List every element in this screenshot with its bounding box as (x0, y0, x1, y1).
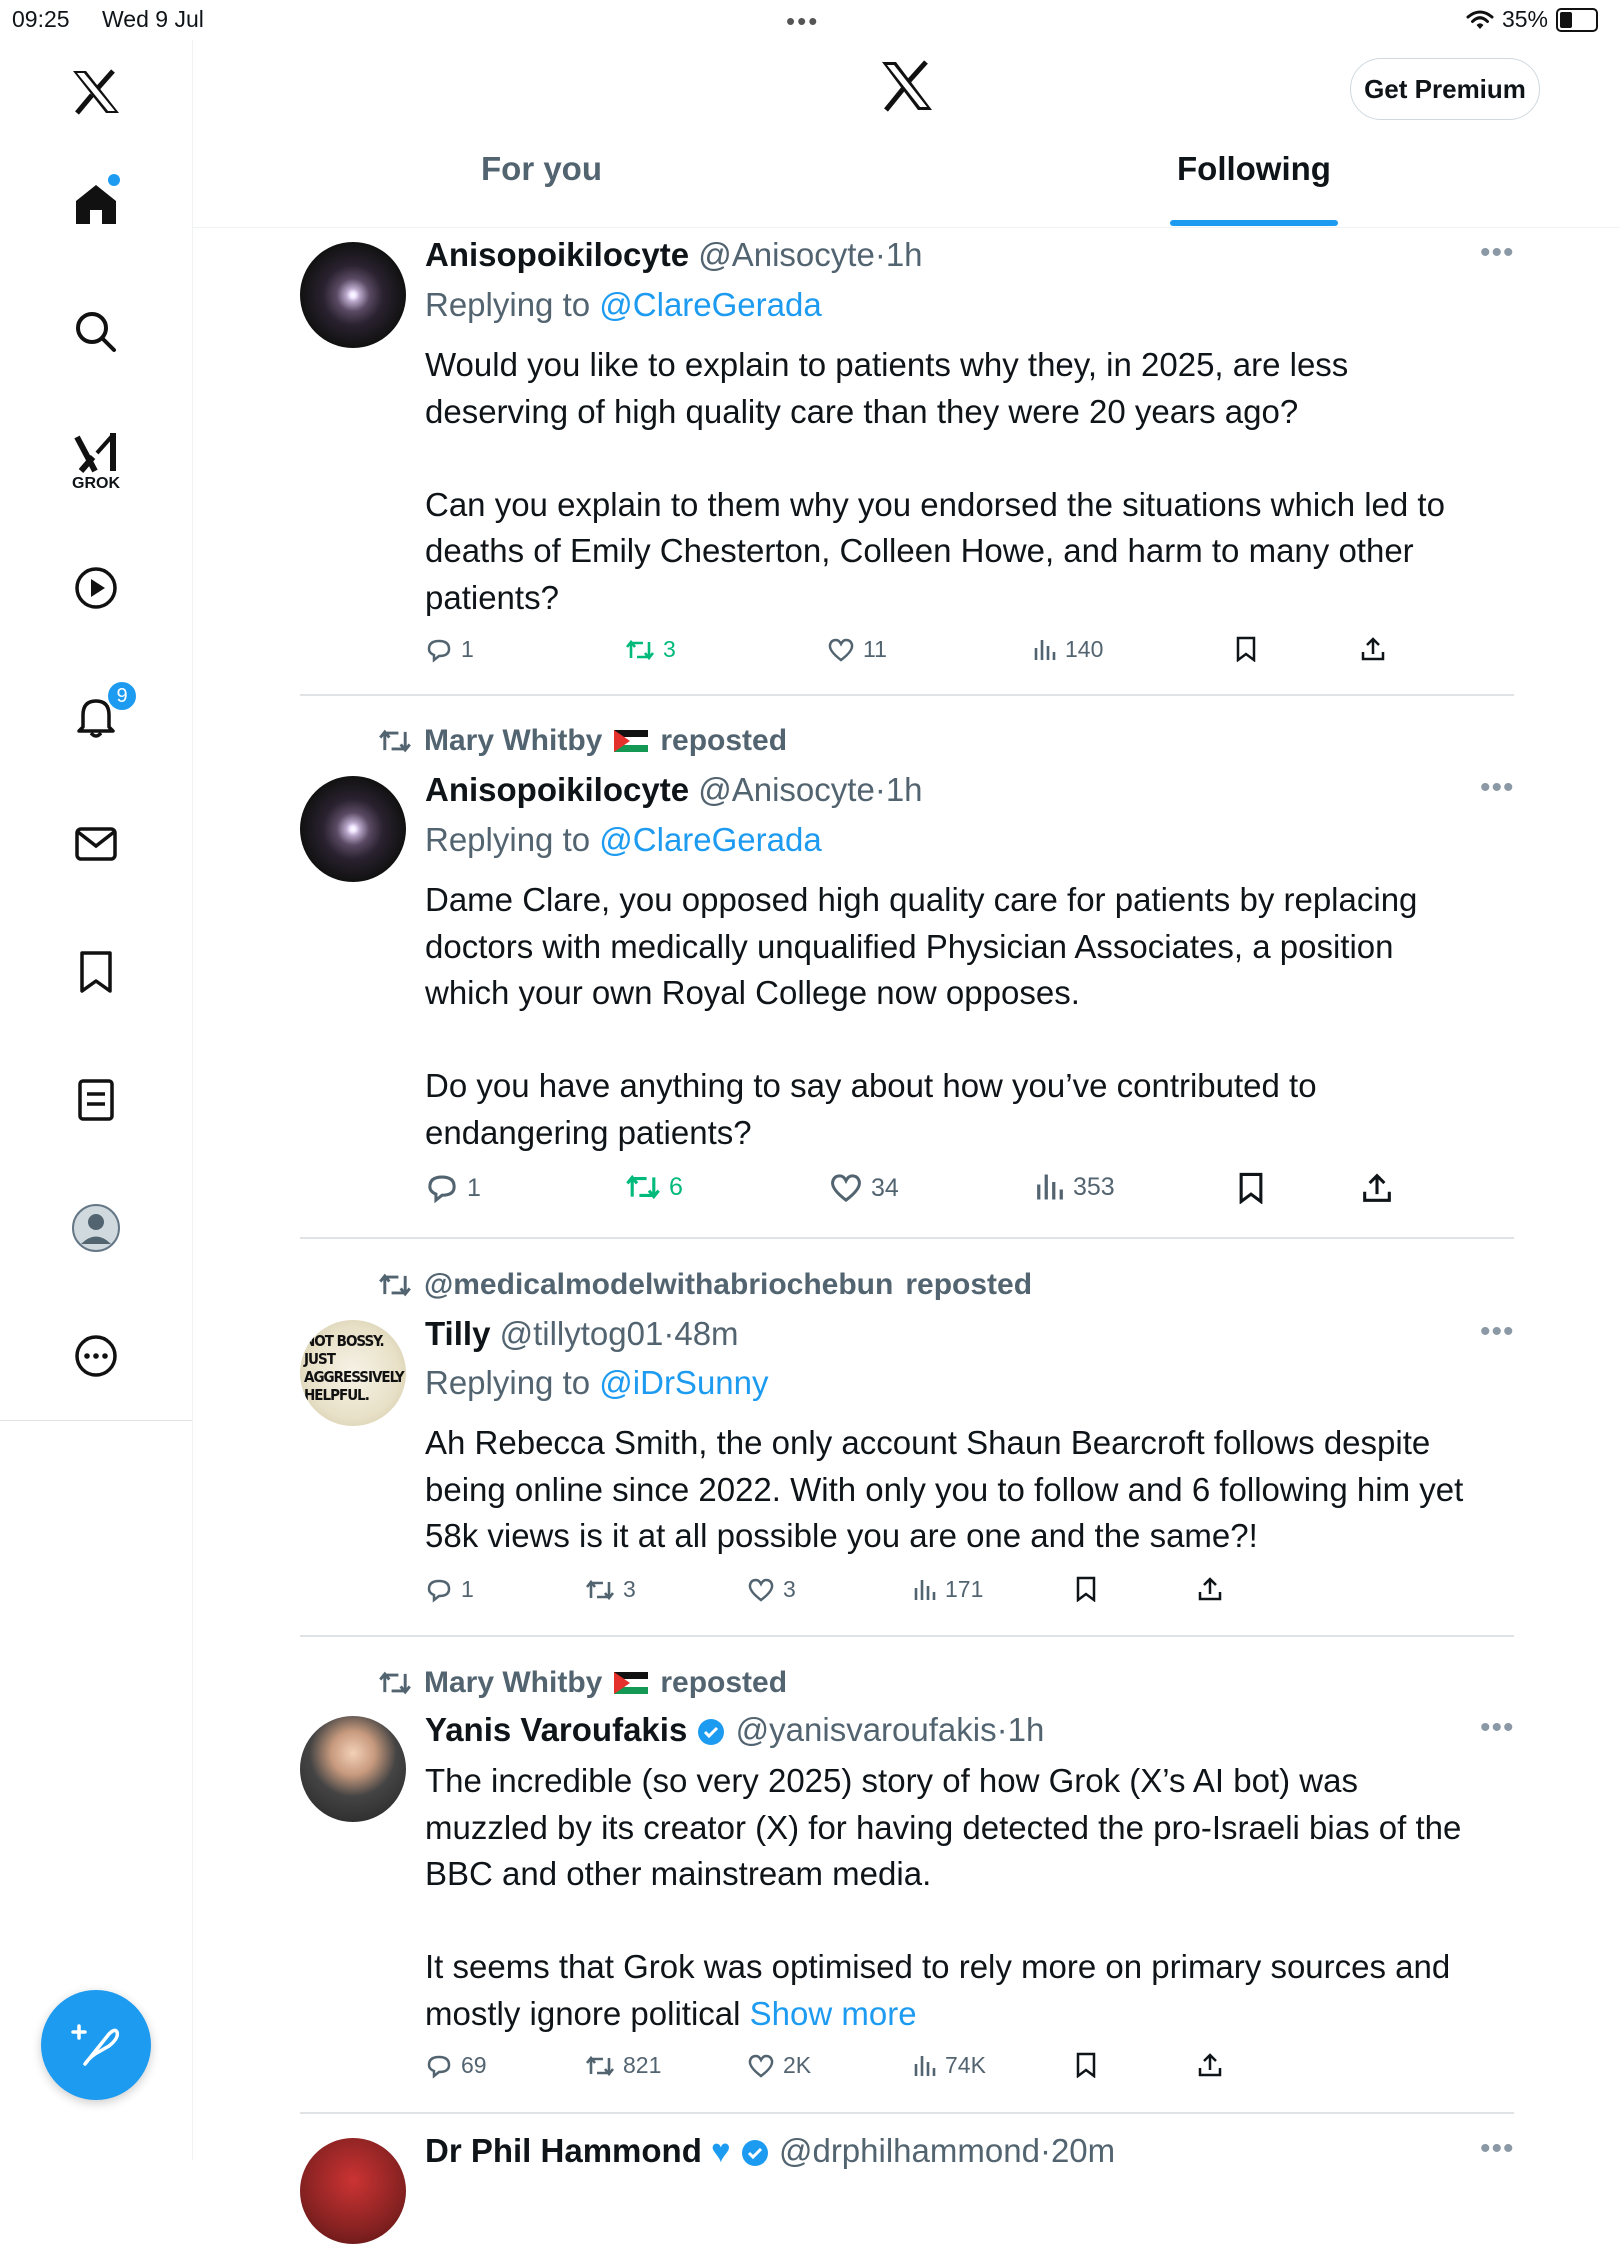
views-icon (1033, 638, 1057, 662)
more-menu-icon[interactable]: ••• (1480, 1315, 1515, 1348)
share-button[interactable] (1197, 2052, 1223, 2078)
share-icon (1197, 2052, 1223, 2078)
reply-button[interactable]: 1 (425, 1172, 481, 1204)
battery-percent: 35% (1501, 6, 1548, 32)
tweet-text: Dame Clare, you opposed high quality care for patients by replacing doctors with medically unqualified Physician Associates, a position which your own Royal College now opposes. Do you have anything to say about how you’ve contributed to endangering patients? (425, 881, 1418, 1151)
reposted-by[interactable]: Mary Whitby (424, 724, 603, 757)
tweet-header: Dr Phil Hammond ♥ @drphilhammond·20m (425, 2132, 1116, 2169)
repost-context: Mary Whitby reposted (378, 1666, 787, 1700)
views-icon (1035, 1172, 1065, 1202)
heart-icon (747, 2053, 775, 2079)
tweet-text: Would you like to explain to patients why they, in 2025, are less deserving of high quality care than they were 20 years ago? Can you explain to them why you endorsed the situations which led to deaths of Emily Chesterton, Colleen Howe, and harm to many other patients? (425, 346, 1445, 616)
repost-button[interactable]: 6 (625, 1172, 683, 1202)
like-button[interactable]: 3 (747, 1576, 796, 1603)
grok-nav[interactable] (56, 422, 136, 502)
share-button[interactable] (1361, 1172, 1393, 1204)
tweet-time[interactable]: 1h (885, 771, 923, 808)
x-logo-icon[interactable] (56, 52, 136, 132)
more-menu-icon[interactable]: ••• (1480, 236, 1515, 269)
bookmark-button[interactable] (1237, 1172, 1265, 1204)
repost-icon (625, 1172, 661, 1202)
palestine-flag-icon (614, 1672, 648, 1694)
bookmarks-icon[interactable] (56, 932, 136, 1012)
bookmark-button[interactable] (1235, 636, 1257, 662)
tweet-time[interactable]: 1h (1007, 1711, 1045, 1748)
author-name[interactable]: Anisopoikilocyte (425, 771, 690, 808)
repost-button[interactable]: 821 (585, 2052, 661, 2079)
share-button[interactable] (1360, 636, 1386, 662)
status-right (1466, 6, 1598, 33)
more-menu-icon[interactable]: ••• (1480, 1711, 1515, 1744)
like-button[interactable]: 34 (829, 1172, 899, 1204)
notifications-icon[interactable] (56, 676, 136, 756)
show-more-link[interactable]: Show more (749, 1994, 917, 2032)
reply-icon (425, 2053, 453, 2079)
share-icon (1361, 1172, 1393, 1204)
bookmark-button[interactable] (1075, 1576, 1097, 1602)
reposted-by[interactable]: Mary Whitby (424, 1666, 603, 1699)
avatar[interactable] (300, 2138, 406, 2244)
repost-context: Mary Whitby reposted (378, 724, 787, 758)
tweet-divider (300, 694, 1514, 696)
reposted-by[interactable]: @medicalmodelwithabriochebun (424, 1268, 894, 1301)
tweet-header: Tilly @tillytog01·48m (425, 1315, 739, 1352)
tweet-time[interactable]: 1h (885, 236, 923, 273)
get-premium-button[interactable]: Get Premium (1350, 58, 1540, 120)
blue-heart-icon: ♥ (711, 2132, 731, 2169)
replying-to: Replying to @ClareGerada (425, 286, 822, 323)
avatar[interactable] (300, 1716, 406, 1822)
tweet-header: Anisopoikilocyte @Anisocyte·1h (425, 771, 923, 808)
views-icon (913, 2054, 937, 2078)
tweet-actions (425, 2052, 1425, 2088)
repost-icon (585, 2054, 615, 2078)
bookmark-icon (1237, 1172, 1265, 1204)
bookmark-icon (1075, 1576, 1097, 1602)
heart-icon (827, 637, 855, 663)
tweet-time[interactable]: 20m (1050, 2132, 1116, 2169)
reply-button[interactable]: 1 (425, 636, 474, 663)
avatar[interactable]: NOT BOSSY. JUST AGGRESSIVELY HELPFUL. (300, 1320, 406, 1426)
like-button[interactable]: 11 (827, 636, 887, 663)
status-time: 09:25 (12, 6, 70, 32)
repost-icon (585, 1578, 615, 1602)
author-name[interactable]: Tilly (425, 1315, 491, 1352)
repost-button[interactable]: 3 (585, 1576, 636, 1603)
bookmark-icon (1235, 636, 1257, 662)
author-handle[interactable]: @yanisvaroufakis (735, 1711, 997, 1748)
compose-feather-icon (69, 2018, 123, 2072)
grok-label: GROK (72, 475, 120, 492)
tweet-actions (425, 1172, 1425, 1208)
tweet-divider (300, 1635, 1514, 1637)
profile-avatar-icon[interactable] (56, 1188, 136, 1268)
home-icon[interactable] (56, 164, 136, 244)
tweet-header: Yanis Varoufakis @yanisvaroufakis·1h (425, 1711, 1045, 1748)
verified-badge-icon (696, 1717, 726, 1747)
tab-following[interactable]: Following (1177, 150, 1331, 187)
reply-button[interactable]: 69 (425, 2052, 487, 2079)
author-handle[interactable]: @Anisocyte (698, 236, 875, 273)
author-name[interactable]: Yanis Varoufakis (425, 1711, 688, 1748)
sidebar-divider (0, 1420, 192, 1421)
sidebar (0, 40, 193, 1420)
avatar[interactable] (300, 242, 406, 348)
tweet-divider (300, 1237, 1514, 1239)
author-handle[interactable]: @Anisocyte (698, 771, 875, 808)
replying-to: Replying to @iDrSunny (425, 1364, 769, 1401)
replying-to: Replying to @ClareGerada (425, 821, 822, 858)
views-button[interactable]: 140 (1033, 636, 1103, 663)
tweet-divider (300, 2112, 1514, 2114)
notifications-badge: 9 (106, 680, 138, 712)
battery-icon (1556, 8, 1598, 32)
heart-icon (829, 1172, 863, 1204)
x-logo-icon[interactable] (880, 60, 934, 114)
more-options-icon[interactable] (56, 1316, 136, 1396)
avatar[interactable] (300, 776, 406, 882)
author-handle[interactable]: @tillytog01 (499, 1315, 664, 1352)
author-handle[interactable]: @drphilhammond (778, 2132, 1040, 2169)
views-button[interactable]: 171 (913, 1576, 983, 1603)
status-date: Wed 9 Jul (102, 6, 204, 32)
tweet-header: Anisopoikilocyte @Anisocyte·1h (425, 236, 923, 273)
reply-button[interactable]: 1 (425, 1576, 474, 1603)
repost-icon (625, 638, 655, 662)
views-button[interactable]: 74K (913, 2052, 986, 2079)
main-column-border (192, 40, 193, 2160)
bookmark-button[interactable] (1075, 2052, 1097, 2078)
home-unread-dot (108, 174, 120, 186)
more-menu-icon[interactable]: ••• (1480, 2132, 1515, 2165)
like-button[interactable]: 2K (747, 2052, 811, 2079)
repost-icon (378, 1669, 412, 1697)
share-icon (1360, 636, 1386, 662)
tweet-text: Ah Rebecca Smith, the only account Shaun Bearcroft follows despite being online since 2022. With only you to follow and 6 following him yet 58k views is it at all possible you are one and the same?! (425, 1424, 1464, 1554)
reply-icon (425, 1577, 453, 1603)
search-icon[interactable] (56, 292, 136, 372)
heart-icon (747, 1577, 775, 1603)
reply-icon (425, 637, 453, 663)
active-tab-indicator (1170, 220, 1338, 226)
wifi-icon (1466, 9, 1494, 31)
messages-icon[interactable] (56, 804, 136, 884)
grok-icon (73, 431, 119, 473)
repost-context: @medicalmodelwithabriochebun reposted (378, 1268, 1032, 1302)
reply-mention-link[interactable]: @ClareGerada (599, 286, 822, 323)
tweet-text: The incredible (so very 2025) story of how Grok (X’s AI bot) was muzzled by its creator (X) for having detected the pro-Israeli bias of the BBC and other mainstream media. It seems that Grok was optimised to rely more on primary sources and mostly ignore political Show more (425, 1762, 1462, 2032)
reply-icon (425, 1172, 459, 1204)
lists-icon[interactable] (56, 1060, 136, 1140)
views-icon (913, 1578, 937, 1602)
share-icon (1197, 1576, 1223, 1602)
tweet-time[interactable]: 48m (674, 1315, 739, 1352)
palestine-flag-icon (614, 730, 648, 752)
share-button[interactable] (1197, 1576, 1223, 1602)
views-button[interactable]: 353 (1035, 1172, 1115, 1202)
multitasking-dots-icon[interactable]: ••• (786, 6, 820, 36)
reply-mention-link[interactable]: @iDrSunny (599, 1364, 769, 1401)
tweet-actions (425, 636, 1425, 672)
repost-icon (378, 1271, 412, 1299)
tab-for-you[interactable]: For you (481, 150, 602, 187)
compose-post-button[interactable] (41, 1990, 151, 2100)
header-border (193, 227, 1620, 228)
repost-icon (378, 727, 412, 755)
status-bar (0, 0, 1620, 40)
tweet-actions (425, 1576, 1425, 1612)
reply-mention-link[interactable]: @ClareGerada (599, 821, 822, 858)
more-menu-icon[interactable]: ••• (1480, 771, 1515, 804)
bookmark-icon (1075, 2052, 1097, 2078)
author-name[interactable]: Anisopoikilocyte (425, 236, 690, 273)
author-name[interactable]: Dr Phil Hammond (425, 2132, 702, 2169)
repost-button[interactable]: 3 (625, 636, 676, 663)
video-icon[interactable] (56, 548, 136, 628)
verified-badge-icon (740, 2138, 770, 2168)
